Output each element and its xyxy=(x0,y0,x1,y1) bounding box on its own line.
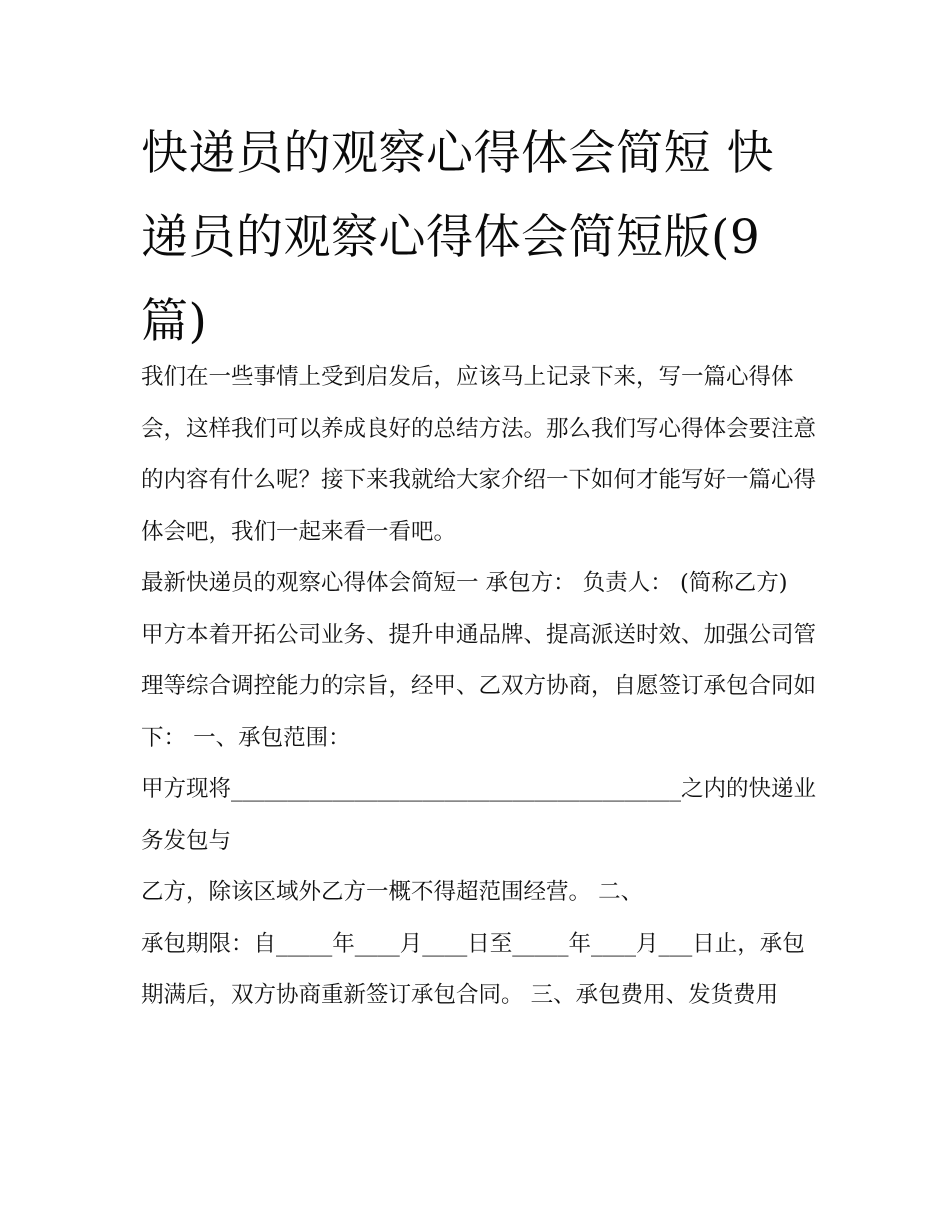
document-title: 快递员的观察心得体会简短 快递员的观察心得体会简短版(9篇) xyxy=(141,126,774,349)
paragraph-purpose: 甲方本着开拓公司业务、提升申通品牌、提高派送时效、加强公司管理等综合调控能力的宗旨，经甲、乙双方协商，自愿签订承包合同如下： 一、承包范围： xyxy=(141,621,817,751)
paragraph-intro: 我们在一些事情上受到启发后，应该马上记录下来，写一篇心得体会，这样我们可以养成良好的总结方法。那么我们写心得体会要注意的内容有什么呢？接下来我就给大家介绍一下如何才能写好一篇心得体会吧，我们一起来看一看吧。 xyxy=(141,364,817,545)
paragraph-exclusion: 乙方，除该区域外乙方一概不得超范围经营。 二、 xyxy=(141,879,644,905)
paragraph-contractor: 最新快递员的观察心得体会简短一 承包方： 负责人： (简称乙方) xyxy=(141,570,788,596)
paragraph-term: 承包期限：自_____年____月____日至_____年____月___日止，承包期满后，双方协商重新签订承包合同。 三、承包费用、发货费用 xyxy=(141,930,805,1008)
paragraph-scope: 甲方现将________________________________________之内的快递业务发包与 xyxy=(141,776,817,854)
document-body xyxy=(141,352,821,1022)
